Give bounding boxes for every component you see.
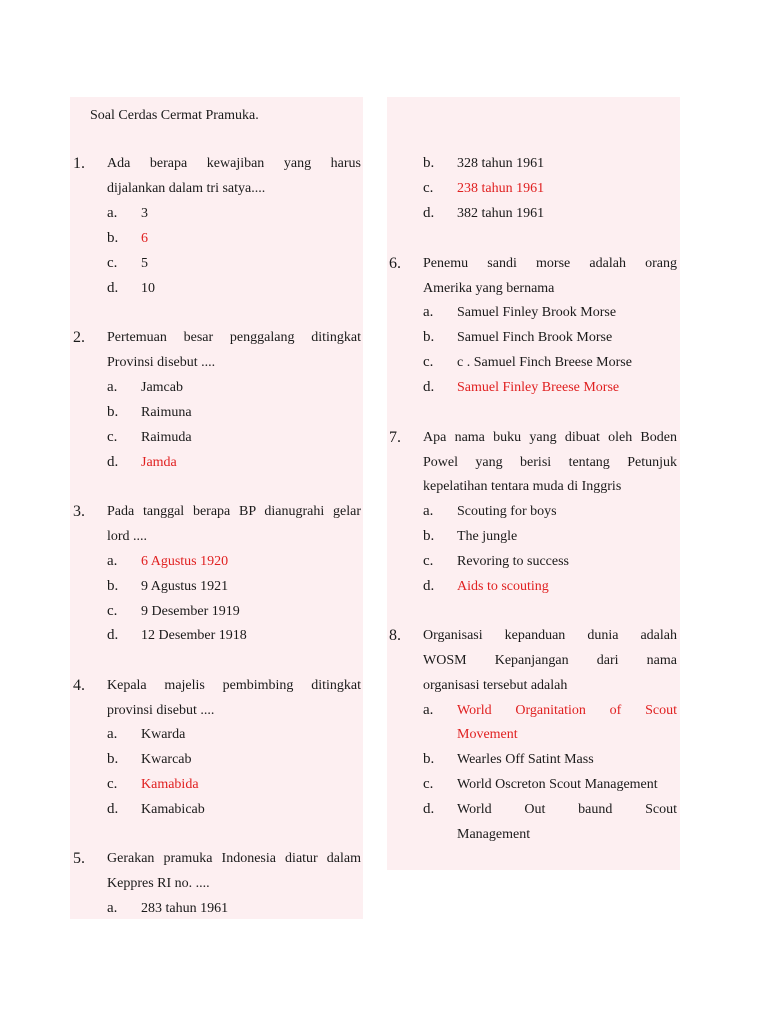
option-text: 10 bbox=[141, 281, 155, 296]
question-text-line: Powel yang berisi tentang Petunjuk bbox=[423, 455, 677, 470]
question-text-line: Pertemuan besar penggalang ditingkat bbox=[107, 330, 361, 345]
option-text: 382 tahun 1961 bbox=[457, 206, 545, 221]
question-text-line: kepelatihan tentara muda di Inggris bbox=[423, 479, 622, 494]
option-text: 283 tahun 1961 bbox=[141, 901, 229, 916]
question-text-line: Amerika yang bernama bbox=[423, 281, 555, 296]
option-text: Raimuda bbox=[141, 430, 192, 445]
option-text: 5 bbox=[141, 256, 148, 271]
option-letter: c. bbox=[423, 553, 434, 569]
option-letter: d. bbox=[423, 379, 435, 395]
option-text: c . Samuel Finch Breese Morse bbox=[457, 355, 632, 370]
option-letter: d. bbox=[423, 578, 435, 594]
question-number: 3. bbox=[73, 503, 85, 520]
question-text-line: provinsi disebut .... bbox=[107, 703, 215, 718]
option-text: Kwarcab bbox=[141, 752, 192, 767]
question-number: 4. bbox=[73, 677, 85, 694]
option-letter: b. bbox=[107, 578, 119, 594]
option-letter: c. bbox=[423, 776, 434, 792]
option-letter: a. bbox=[107, 205, 118, 221]
answer-option-text: World Organitation of Scout bbox=[457, 703, 677, 718]
answer-option-text-cont: Movement bbox=[457, 727, 518, 742]
option-letter: c. bbox=[423, 180, 434, 196]
option-letter: b. bbox=[107, 751, 119, 767]
answer-option-text: Aids to scouting bbox=[457, 579, 549, 594]
option-letter: a. bbox=[107, 553, 118, 569]
option-letter: d. bbox=[107, 801, 119, 817]
option-text: Scouting for boys bbox=[457, 504, 557, 519]
option-text: The jungle bbox=[457, 529, 518, 544]
option-letter: b. bbox=[107, 230, 119, 246]
question-text-line: Pada tanggal berapa BP dianugrahi gelar bbox=[107, 504, 361, 519]
option-text: 328 tahun 1961 bbox=[457, 156, 545, 171]
option-letter: d. bbox=[107, 280, 119, 296]
option-letter: d. bbox=[107, 454, 119, 470]
option-text: 9 Agustus 1921 bbox=[141, 579, 229, 594]
question-text-line: Kepala majelis pembimbing ditingkat bbox=[107, 678, 361, 693]
question-text-line: Organisasi kepanduan dunia adalah bbox=[423, 628, 677, 643]
option-letter: d. bbox=[107, 627, 119, 643]
option-letter: b. bbox=[107, 404, 119, 420]
question-text-line: Penemu sandi morse adalah orang bbox=[423, 256, 677, 271]
option-letter: a. bbox=[107, 726, 118, 742]
option-letter: c. bbox=[107, 603, 118, 619]
question-number: 7. bbox=[389, 429, 401, 446]
option-letter: c. bbox=[107, 776, 118, 792]
option-letter: a. bbox=[107, 900, 118, 916]
option-text: Jamcab bbox=[141, 380, 183, 395]
question-text-line: dijalankan dalam tri satya.... bbox=[107, 181, 266, 196]
option-letter: a. bbox=[423, 702, 434, 718]
question-number: 5. bbox=[73, 850, 85, 867]
option-letter: c. bbox=[107, 255, 118, 271]
question-text-line: organisasi tersebut adalah bbox=[423, 678, 568, 693]
option-text: 9 Desember 1919 bbox=[141, 604, 240, 619]
option-text-cont: Management bbox=[457, 827, 531, 842]
answer-option-text: 6 bbox=[141, 231, 148, 246]
question-number: 2. bbox=[73, 329, 85, 346]
option-text: Revoring to success bbox=[457, 554, 569, 569]
option-text: Samuel Finley Brook Morse bbox=[457, 305, 617, 320]
question-text-line: lord .... bbox=[107, 529, 148, 544]
option-text: Samuel Finch Brook Morse bbox=[457, 330, 613, 345]
answer-option-text: Samuel Finley Breese Morse bbox=[457, 380, 620, 395]
option-text: World Out baund Scout bbox=[457, 802, 677, 817]
option-letter: b. bbox=[423, 528, 435, 544]
page-title: Soal Cerdas Cermat Pramuka. bbox=[90, 108, 259, 123]
option-text: Wearles Off Satint Mass bbox=[457, 752, 594, 767]
option-letter: c. bbox=[423, 354, 434, 370]
question-text-line: Gerakan pramuka Indonesia diatur dalam bbox=[107, 851, 361, 866]
option-letter: a. bbox=[107, 379, 118, 395]
question-text-line: Provinsi disebut .... bbox=[107, 355, 216, 370]
question-text-line: Keppres RI no. .... bbox=[107, 876, 210, 891]
option-letter: b. bbox=[423, 155, 435, 171]
option-text: 12 Desember 1918 bbox=[141, 628, 247, 643]
option-letter: d. bbox=[423, 205, 435, 221]
option-letter: a. bbox=[423, 304, 434, 320]
option-text: Kamabicab bbox=[141, 802, 205, 817]
question-number: 8. bbox=[389, 627, 401, 644]
question-number: 1. bbox=[73, 155, 85, 172]
option-text: World Oscreton Scout Management bbox=[457, 777, 658, 792]
option-letter: b. bbox=[423, 751, 435, 767]
answer-option-text: Jamda bbox=[141, 455, 177, 470]
option-letter: a. bbox=[423, 503, 434, 519]
question-text-line: Ada berapa kewajiban yang harus bbox=[107, 156, 361, 171]
question-text-line: WOSM Kepanjangan dari nama bbox=[423, 653, 677, 668]
option-text: 3 bbox=[141, 206, 148, 221]
option-text: Kwarda bbox=[141, 727, 186, 742]
option-letter: d. bbox=[423, 801, 435, 817]
answer-option-text: Kamabida bbox=[141, 777, 199, 792]
question-number: 6. bbox=[389, 255, 401, 272]
answer-option-text: 6 Agustus 1920 bbox=[141, 554, 229, 569]
option-text: Raimuna bbox=[141, 405, 192, 420]
option-letter: c. bbox=[107, 429, 118, 445]
question-text-line: Apa nama buku yang dibuat oleh Boden bbox=[423, 430, 677, 445]
option-letter: b. bbox=[423, 329, 435, 345]
answer-option-text: 238 tahun 1961 bbox=[457, 181, 545, 196]
